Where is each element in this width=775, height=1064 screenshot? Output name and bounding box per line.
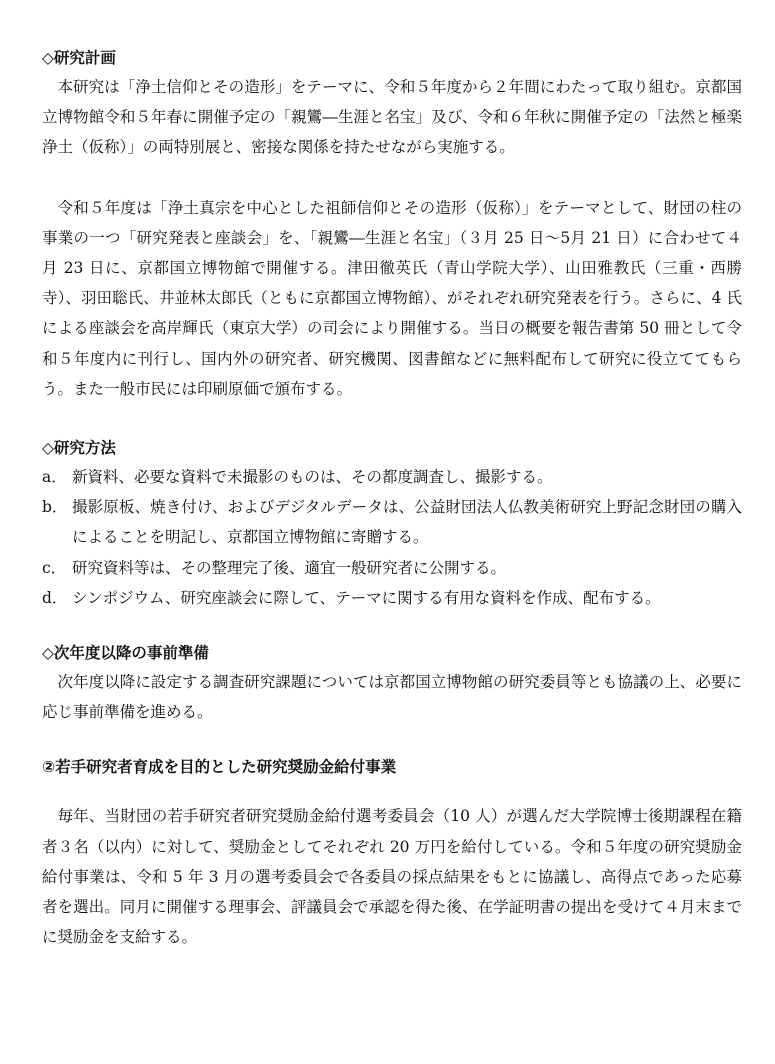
preparation-paragraph: 次年度以降に設定する調査研究課題については京都国立博物館の研究委員等とも協議の上、必要に応じ事前準備を進める。 — [42, 673, 742, 722]
grant-paragraph: 毎年、当財団の若手研究者研究奨励金給付選考委員会（10 人）が選んだ大学院博士後期課程在籍者３名（以内）に対して、奨励金としてそれぞれ 20 万円を給付している。令和５年度の研究奨励金給付事業は、令和 5 年 3 月の選考委員会で各委員の採点結果をもとに協議し、高得点であった応募者を選出。同月に開催する理事会、評議員会で承認を得た後、在学証明書の提出を受けて４月末までに奨励金を支給する。 — [42, 807, 742, 947]
list-marker: a． — [42, 468, 67, 487]
spacer — [42, 727, 742, 753]
research-method-heading: ◇研究方法 — [42, 439, 116, 458]
spacer — [42, 163, 742, 193]
list-item-text: 研究資料等は、その整理完了後、適宜一般研究者に公開する。 — [72, 558, 507, 577]
list-marker: c． — [42, 558, 67, 577]
list-item — [42, 583, 742, 613]
research-method-list — [42, 462, 742, 613]
preparation-heading: ◇次年度以降の事前準備 — [42, 644, 209, 663]
list-item-text: 新資料、必要な資料で未撮影のものは、その都度調査し、撮影する。 — [72, 468, 553, 487]
list-item — [42, 492, 742, 552]
list-item — [42, 462, 742, 492]
list-item-text: 撮影原板、焼き付け、およびデジタルデータは、公益財団法人仏教美術研究上野記念財団の購入によることを明記し、京都国立博物館に寄贈する。 — [72, 498, 742, 547]
research-plan-paragraph-2: 令和５年度は「浄土真宗を中心とした祖師信仰とその造形（仮称）」をテーマとして、財団の柱の事業の一つ「研究発表と座談会」を、「親鸞―生涯と名宝」（３月 25 日～5月 21 日）に合わせて４月 23 日に、京都国立博物館で開催する。津田徹英氏（青山学院大学）、山田雅教氏（三重・西勝寺）、羽田聡氏、井並林太郎氏（ともに京都国立博物館）、がそれぞれ研究発表を行う。さらに、4 氏による座談会を高岸輝氏（東京大学）の司会により開催する。当日の概要を報告書第 50 冊として令和５年度内に刊行し、国内外の研究者、研究機関、図書館などに無料配布して研究に役立ててもらう。また一般市民には印刷原価で頒布する。 — [42, 198, 742, 398]
research-plan-heading: ◇研究計画 — [42, 49, 116, 67]
list-marker: b． — [42, 498, 68, 517]
spacer — [42, 613, 742, 639]
list-marker: d． — [42, 588, 68, 607]
research-plan-paragraph-1: 本研究は「浄土信仰とその造形」をテーマに、令和５年度から２年間にわたって取り組む。京都国立博物館令和５年春に開催予定の「親鸞―生涯と名宝」及び、令和６年秋に開催予定の「法然と極楽浄土（仮称）」の両特別展と、密接な関係を持たせながら実施する。 — [42, 78, 742, 157]
list-item — [42, 553, 742, 583]
spacer — [42, 781, 742, 801]
grant-section-title: ②若手研究者育成を目的とした研究奨励金給付事業 — [42, 758, 397, 777]
document-page — [42, 44, 742, 952]
spacer — [42, 404, 742, 434]
list-item-text: シンポジウム、研究座談会に際して、テーマに関する有用な資料を作成、配布する。 — [72, 588, 661, 607]
